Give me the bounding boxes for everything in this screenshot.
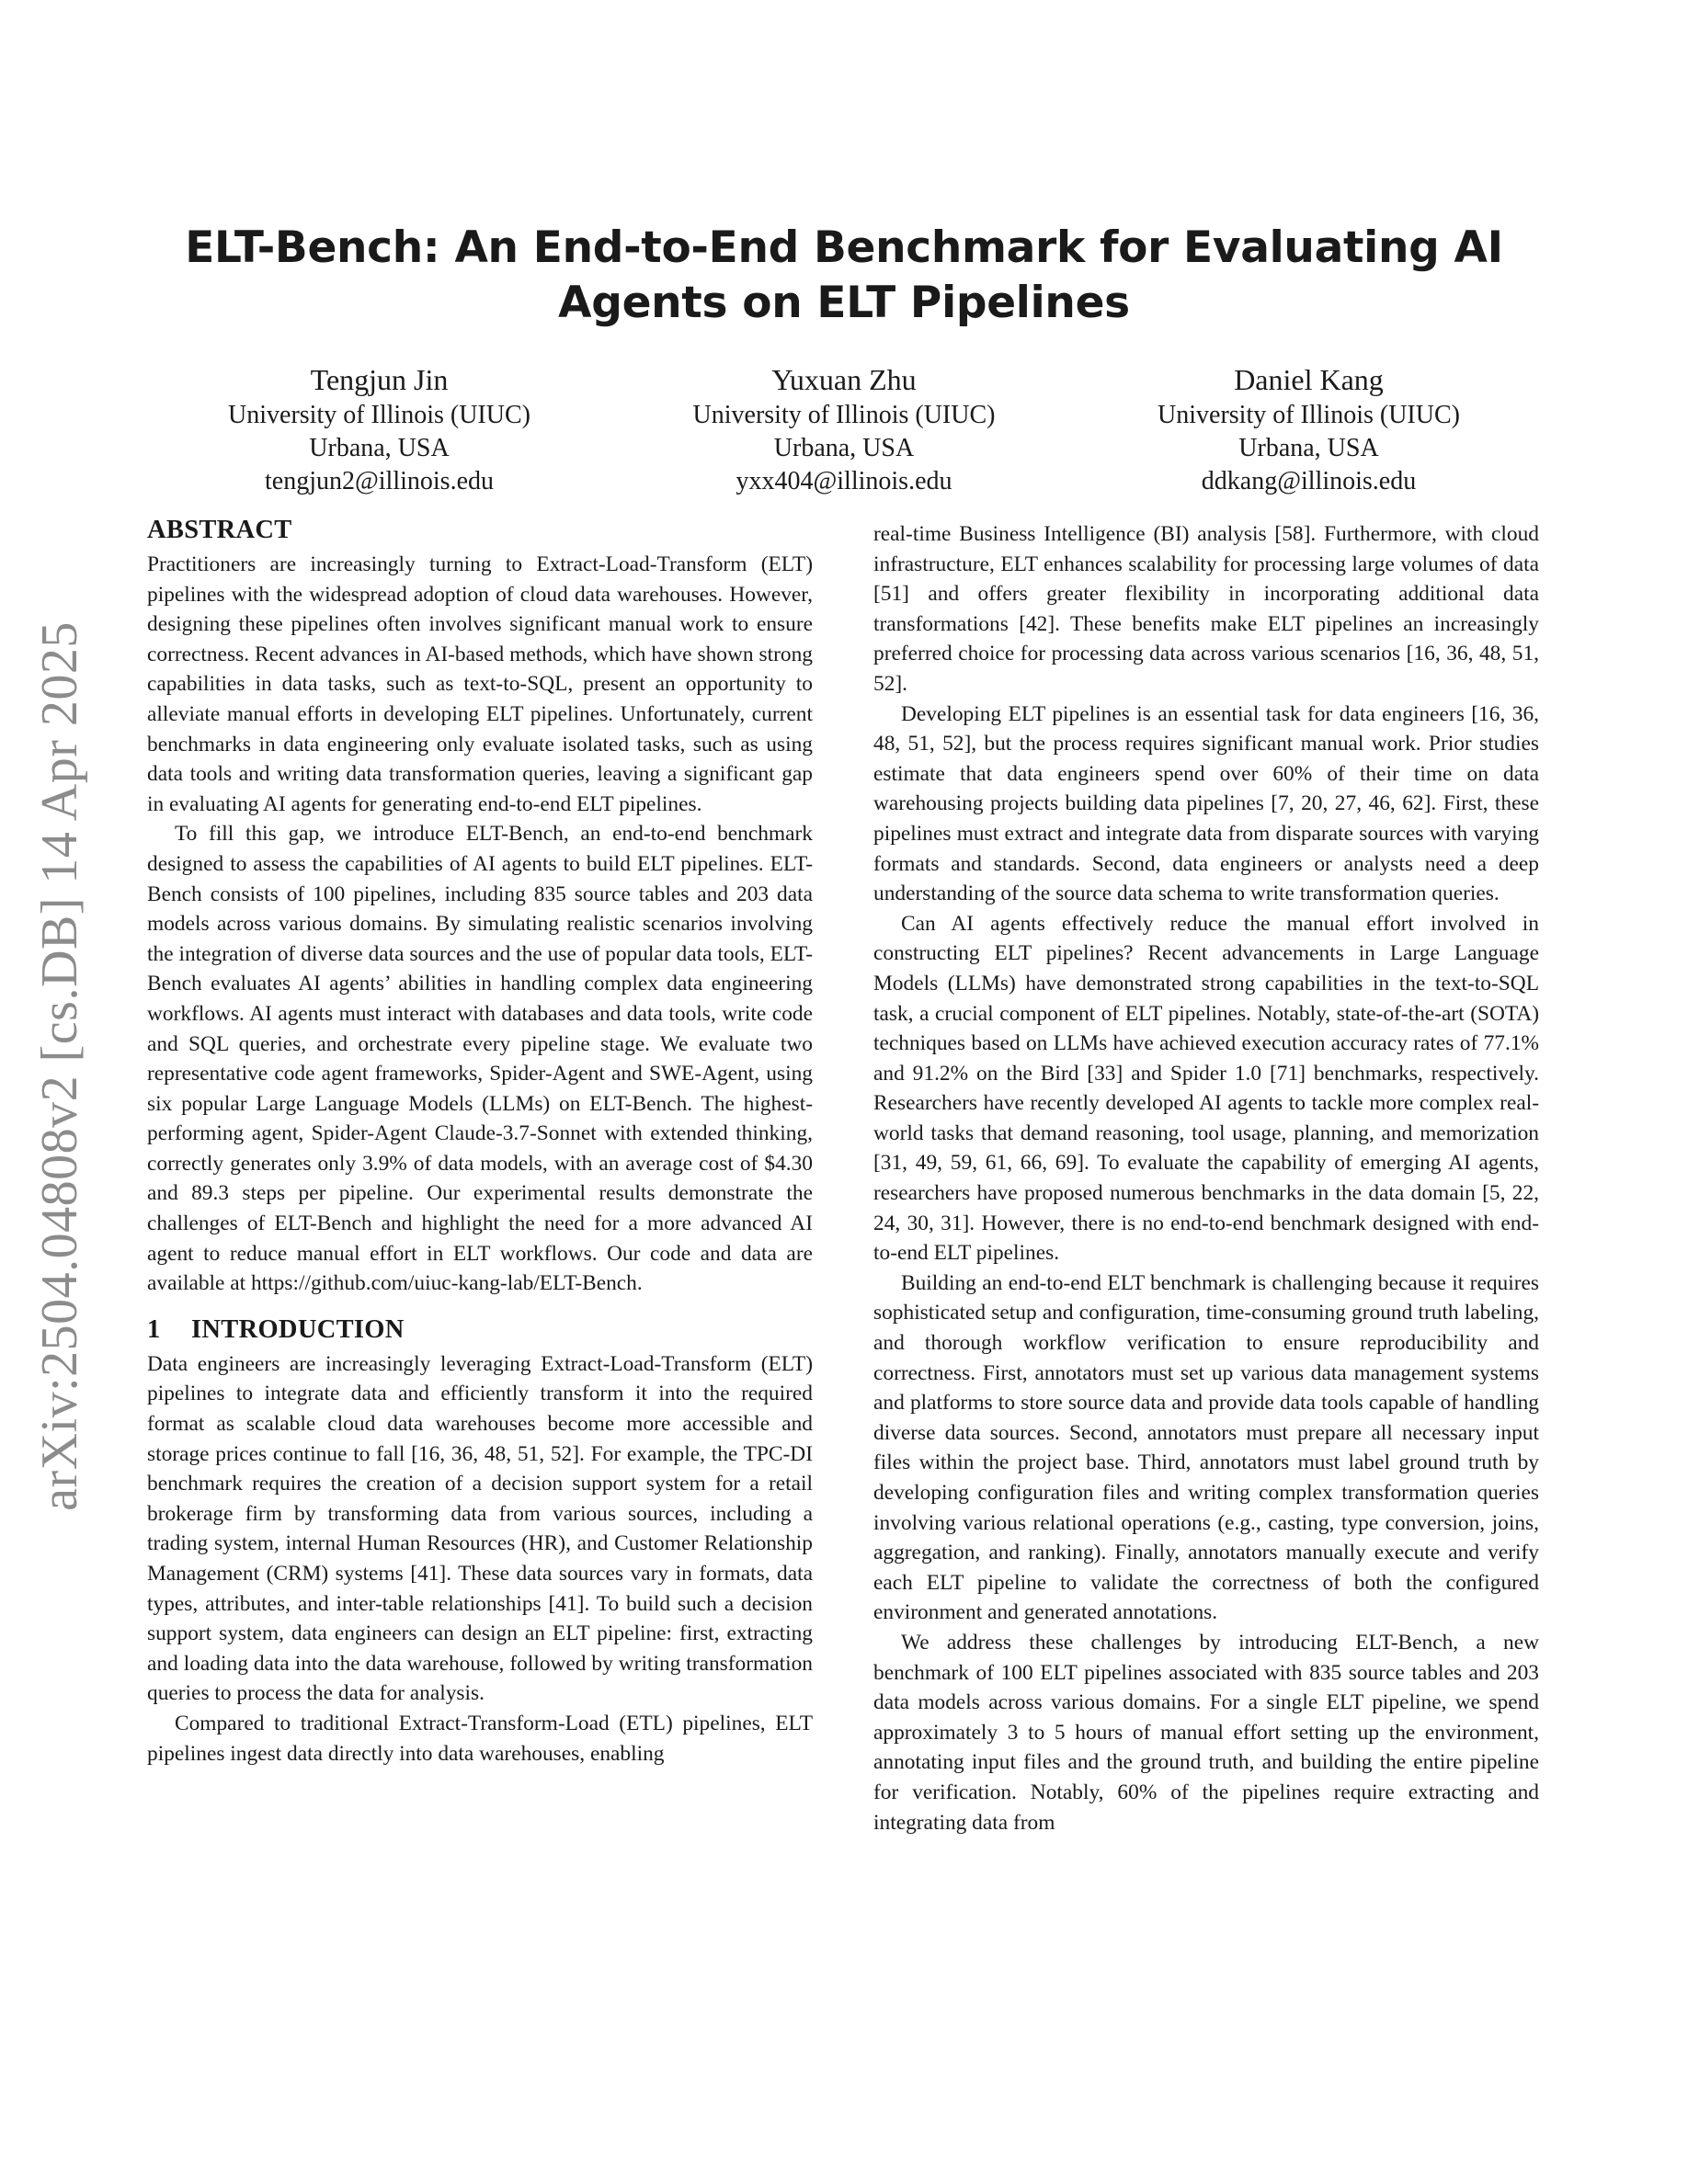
- author-affiliation: University of Illinois (UIUC): [228, 401, 530, 429]
- author-email: tengjun2@illinois.edu: [265, 467, 494, 495]
- author-1: [612, 361, 1077, 498]
- author-affiliation: University of Illinois (UIUC): [1158, 401, 1460, 429]
- abstract-heading: ABSTRACT: [147, 516, 292, 544]
- intro-paragraph: We address these challenges by introducing ELT-Bench, a new benchmark of 100 ELT pipelines associated with 835 source tables and 203 data models across various domains. For a single ELT pipeline, we spend approximately 3 to 5 hours of manual effort setting up the environment, annotating input files and the ground truth, and building the entire pipeline for verification. Notably, 60% of the pipelines require extracting and integrating data from: [873, 1630, 1539, 1835]
- right-column: [873, 519, 1539, 1837]
- author-email: yxx404@illinois.edu: [736, 467, 952, 495]
- author-email: ddkang@illinois.edu: [1201, 467, 1417, 495]
- author-location: Urbana, USA: [1238, 434, 1379, 462]
- intro-paragraph: Compared to traditional Extract-Transform-Load (ETL) pipelines, ELT pipelines ingest data directly into data warehouses, enabling: [147, 1711, 813, 1766]
- intro-paragraph: Building an end-to-end ELT benchmark is challenging because it requires sophisticated setup and configuration, time-consuming ground truth labeling, and thorough workflow verification to ensure reproducibility and correctness. First, annotators must set up various data management systems and platforms to store source data and provide data tools capable of handling diverse data sources. Second, annotators must prepare all necessary input files within the project base. Third, annotators must label ground truth by developing configuration files and writing complex transformation queries involving various relational operations (e.g., casting, type conversion, joins, aggregation, and ranking). Finally, annotators manually execute and verify each ELT pipeline to validate the correctness of both the configured environment and generated annotations.: [873, 1270, 1539, 1625]
- author-2: [1077, 361, 1541, 498]
- arxiv-sidebar: [28, 579, 92, 1553]
- section-title: INTRODUCTION: [191, 1314, 405, 1344]
- section-number: 1: [147, 1314, 161, 1344]
- author-name: Daniel Kang: [1234, 363, 1384, 396]
- author-name: Tengjun Jin: [310, 363, 449, 396]
- left-column: [147, 515, 813, 1769]
- abstract-paragraph: Practitioners are increasingly turning to Extract-Load-Transform (ELT) pipelines with the widespread adoption of cloud data warehouses. However, designing these pipelines often involves significant manual work to ensure correctness. Recent advances in AI-based methods, which have shown strong capabilities in data tasks, such as text-to-SQL, present an opportunity to alleviate manual efforts in developing ELT pipelines. Unfortunately, current benchmarks in data engineering only evaluate isolated tasks, such as using data tools and writing data transformation queries, leaving a significant gap in evaluating AI agents for generating end-to-end ELT pipelines.: [147, 552, 813, 816]
- author-name: Yuxuan Zhu: [771, 363, 917, 396]
- intro-paragraph: real-time Business Intelligence (BI) analysis [58]. Furthermore, with cloud infrastructure, ELT enhances scalability for processing large volumes of data [51] and offers greater flexibility in incorporating additional data transformations [42]. These benefits make ELT pipelines an increasingly preferred choice for processing data across various scenarios [16, 36, 48, 51, 52].: [873, 522, 1539, 696]
- intro-paragraph: Can AI agents effectively reduce the manual effort involved in constructing ELT pipelines? Recent advancements in Large Language Models (LLMs) have demonstrated strong capabilities in the text-to-SQL task, a crucial component of ELT pipelines. Notably, state-of-the-art (SOTA) techniques based on LLMs have achieved execution accuracy rates of 77.1% and 91.2% on the Bird [33] and Spider 1.0 [71] benchmarks, respectively. Researchers have recently developed AI agents to tackle more complex real-world tasks that demand reasoning, tool usage, planning, and memorization [31, 49, 59, 61, 66, 69]. To evaluate the capability of emerging AI agents, researchers have proposed numerous benchmarks in the data domain [5, 22, 24, 30, 31]. However, there is no end-to-end benchmark designed with end-to-end ELT pipelines.: [873, 911, 1539, 1266]
- arxiv-identifier: arXiv:2504.04808v2 [cs.DB] 14 Apr 2025: [31, 621, 88, 1511]
- author-affiliation: University of Illinois (UIUC): [692, 401, 996, 429]
- introduction-heading: [147, 1314, 813, 1346]
- abstract-paragraph: To fill this gap, we introduce ELT-Bench, an end-to-end benchmark designed to assess the capabilities of AI agents to build ELT pipelines. ELT-Bench consists of 100 pipelines, including 835 source tables and 203 data models across various domains. By simulating realistic scenarios involving the integration of diverse data sources and the use of popular data tools, ELT-Bench evaluates AI agents’ abilities in handling complex data engineering workflows. AI agents must interact with databases and data tools, write code and SQL queries, and orchestrate every pipeline stage. We evaluate two representative code agent frameworks, Spider-Agent and SWE-Agent, using six popular Large Language Models (LLMs) on ELT-Bench. The highest-performing agent, Spider-Agent Claude-3.7-Sonnet with extended thinking, correctly generates only 3.9% of data models, with an average cost of $4.30 and 89.3 steps per pipeline. Our experimental results demonstrate the challenges of ELT-Bench and highlight the need for a more advanced AI agent to reduce manual effort in ELT workflows. Our code and data are available at https://github.com/uiuc-kang-lab/ELT-Bench.: [147, 822, 813, 1296]
- author-location: Urbana, USA: [309, 434, 450, 462]
- intro-paragraph: Developing ELT pipelines is an essential task for data engineers [16, 36, 48, 51, 52], but the process requires significant manual work. Prior studies estimate that data engineers spend over 60% of their time on data warehousing projects building data pipelines [7, 20, 27, 46, 62]. First, these pipelines must extract and integrate data from disparate sources with varying formats and standards. Second, data engineers or analysts need a deep understanding of the source data schema to write transformation queries.: [873, 701, 1539, 906]
- intro-paragraph: Data engineers are increasingly leveraging Extract-Load-Transform (ELT) pipelines to integrate data and efficiently transform it into the required format as scalable cloud data warehouses become more accessible and storage prices continue to fall [16, 36, 48, 51, 52]. For example, the TPC-DI benchmark requires the creation of a decision support system for a retail brokerage firm by transforming data from various sources, including a trading system, internal Human Resources (HR), and Customer Relationship Management (CRM) systems [41]. These data sources vary in formats, data types, attributes, and inter-table relationships [41]. To build such a decision support system, data engineers can design an ELT pipeline: first, extracting and loading data into the data warehouse, followed by writing transformation queries to process the data for analysis.: [147, 1351, 813, 1706]
- author-block: [147, 361, 1541, 498]
- author-location: Urbana, USA: [773, 434, 915, 462]
- author-0: [147, 361, 611, 498]
- paper-title: ELT-Bench: An End-to-End Benchmark for Evaluating AI Agents on ELT Pipelines: [185, 222, 1503, 328]
